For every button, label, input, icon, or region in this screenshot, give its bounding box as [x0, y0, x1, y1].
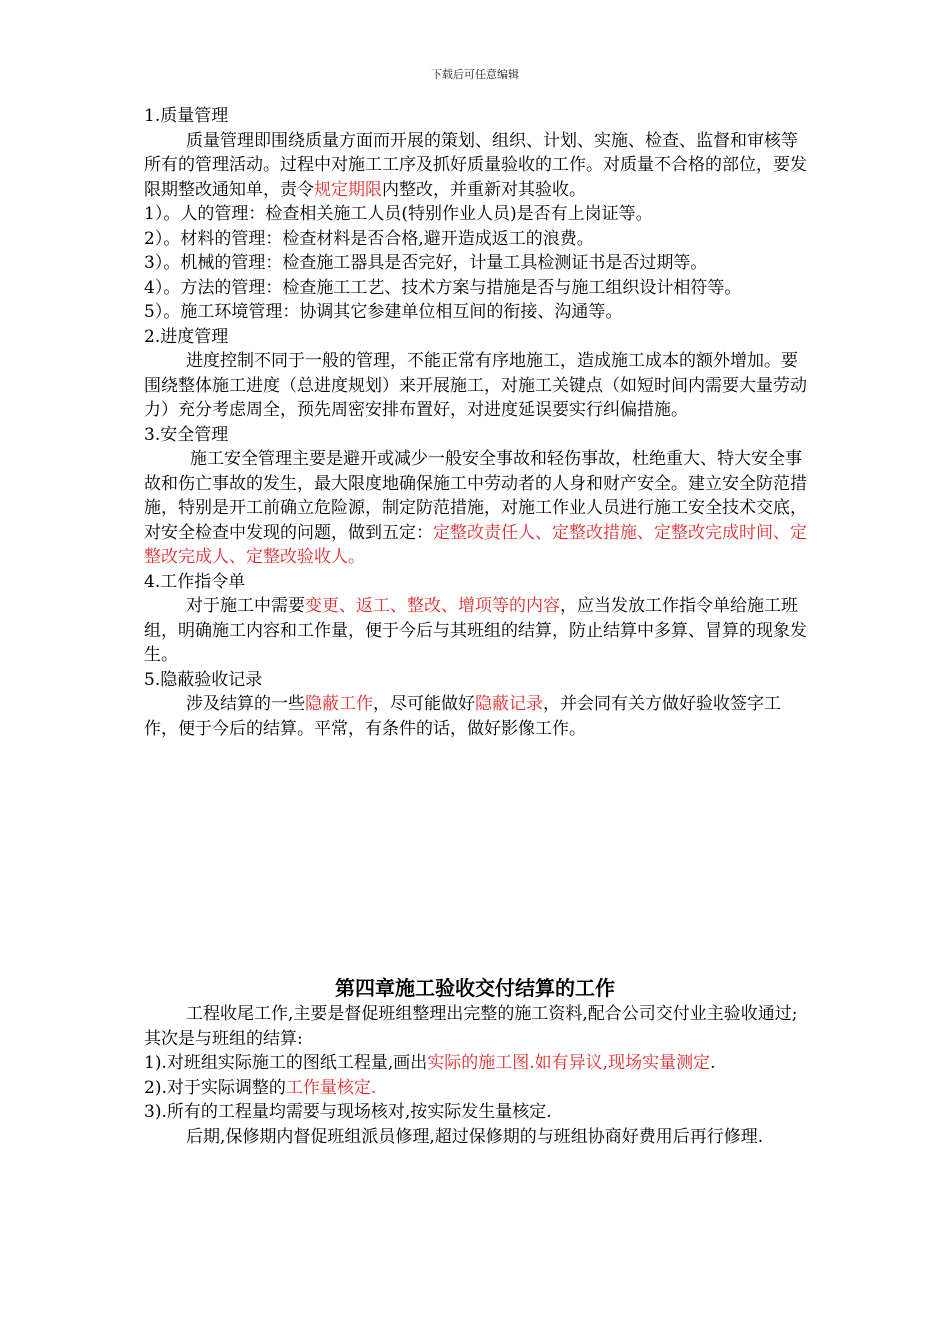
quality-item-5: 5）。施工环境管理：协调其它参建单位相互间的衔接、沟通等。 [144, 302, 623, 322]
chapter-body [144, 1002, 814, 1149]
concealed-highlight-2: 隐蔽记录 [475, 694, 543, 714]
safety-highlight: 定整改责任人、定整改措施、定整改完成时间、定整改完成人、定整改验收人。 [144, 522, 807, 567]
item1-end: . [710, 1053, 716, 1073]
item2-highlight: 工作量核定. [285, 1077, 377, 1098]
quality-item-2: 2）。材料的管理：检查材料是否合格,避开造成返工的浪费。 [144, 228, 594, 249]
chapter-item-2 [144, 1076, 814, 1101]
section-title-concealed: 5.隐蔽验收记录 [144, 669, 263, 690]
item2-text: 2).对于实际调整的 [144, 1077, 286, 1098]
quality-item-4: 4）。方法的管理：检查施工工艺、技术方案与措施是否与施工组织设计相符等。 [144, 277, 742, 298]
item1-highlight: 实际的施工图.如有异议,现场实量测定 [427, 1053, 711, 1073]
item1-text: 1).对班组实际施工的图纸工程量,画出 [144, 1053, 428, 1073]
concealed-text: 涉及结算的一些 [186, 694, 305, 714]
page-header: 下载后可任意编辑 [431, 68, 519, 81]
work-order-text: 对于施工中需要 [186, 596, 305, 616]
quality-text: 质量管理即围绕质量方面而开展的策划、组织、计划、实施、检查、监督和审核等所有的管理活动。过程中对施工工序及抓好质量验收的工作。对质量不合格的部位，要发限期整改通知单，责令 [144, 130, 807, 200]
safety-text: 施工安全管理主要是避开或减少一般安全事故和轻伤事故，杜绝重大、特大安全事故和伤亡事故的发生，最大限度地确保施工中劳动者的人身和财产安全。建立安全防范措施，特别是开工前确立危险源，制定防范措施，对施工作业人员进行施工安全技术交底，对安全检查中发现的问题，做到五定： [144, 449, 807, 543]
chapter-item-3: 3).所有的工程量均需要与现场核对,按实际发生量核定. [144, 1102, 552, 1122]
chapter-item-1 [144, 1051, 814, 1076]
concealed-text-mid: ，尽可能做好 [373, 694, 475, 714]
chapter-title: 第四章施工验收交付结算的工作 [335, 976, 615, 1000]
work-order-highlight: 变更、返工、整改、增项等的内容 [305, 596, 560, 616]
quality-item-1: 1）。人的管理：检查相关施工人员(特别作业人员)是否有上岗证等。 [144, 204, 653, 224]
concealed-highlight-1: 隐蔽工作 [305, 694, 373, 714]
schedule-paragraph: 进度控制不同于一般的管理，不能正常有序地施工，造成施工成本的额外增加。要围绕整体施工进度（总进度规划）来开展施工，对施工关键点（如短时间内需要大量劳动力）充分考虑周全，预先周密安排布置好，对进度延误要实行纠偏措施。 [144, 351, 807, 420]
work-order-text-end: ，应当发放工作指令单给施工班组，明确施工内容和工作量，便于今后与其班组的结算，防止结算中多算、冒算的现象发生。 [144, 596, 807, 665]
document-body [144, 104, 814, 741]
concealed-text-end: ，并会同有关方做好验收签字工作，便于今后的结算。平常，有条件的话，做好影像工作。 [144, 694, 781, 739]
quality-text-end: 内整改，并重新对其验收。 [382, 179, 586, 200]
section-title-work-order: 4.工作指令单 [144, 571, 246, 592]
section-title-schedule: 2.进度管理 [144, 326, 229, 347]
section-title-safety: 3.安全管理 [144, 424, 229, 445]
quality-item-3: 3）。机械的管理：检查施工器具是否完好，计量工具检测证书是否过期等。 [144, 253, 708, 273]
chapter-closing: 后期,保修期内督促班组派员修理,超过保修期的与班组协商好费用后再行修理. [186, 1126, 764, 1147]
safety-paragraph [144, 447, 814, 570]
work-order-paragraph [144, 594, 814, 668]
chapter-intro: 工程收尾工作,主要是督促班组整理出完整的施工资料,配合公司交付业主验收通过;其次是与班组的结算: [144, 1004, 798, 1049]
section-title-quality: 1.质量管理 [144, 106, 229, 126]
concealed-paragraph [144, 692, 814, 741]
quality-paragraph [144, 129, 814, 203]
quality-highlight: 规定期限 [314, 179, 382, 200]
